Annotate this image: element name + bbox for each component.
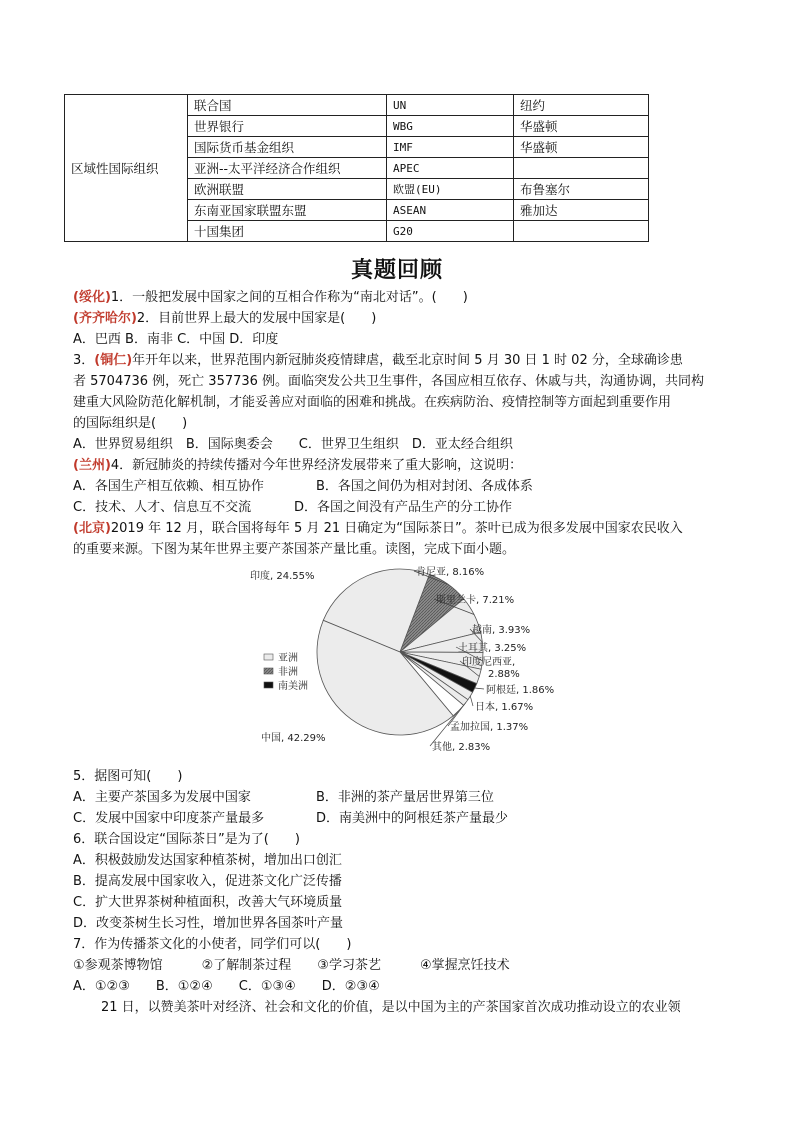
q5-option-c: C．发展中国家中印度茶产量最多 [73,811,265,826]
q2-text: 2．目前世界上最大的发展中国家是( ) [136,311,377,326]
slice-label-印度: 印度, 24.55% [250,571,315,582]
slice-label-肯尼亚: 肯尼亚, 8.16% [416,567,485,578]
tea-production-pie-chart [250,565,570,755]
beijing-source-tag: (北京) [73,521,111,536]
beijing-line2: 的重要来源。下图为某年世界主要产茶国茶产量比重。读图，完成下面小题。 [73,542,516,557]
legend-label-非洲: 非洲 [278,667,298,678]
slice-label-日本: 日本, 1.67% [475,702,534,713]
q3-source-tag: (铜仁) [94,353,133,368]
q6-option-d: D．改变茶树生长习性，增加世界各国茶叶产量 [73,916,344,931]
q3-line2: 者 5704736 例，死亡 357736 例。面临突发公共卫生事件，各国应相互依存、休戚与共，沟通协调，共同构 [73,374,705,389]
q4-option-c: C．技术、人才、信息互不交流 [73,500,252,515]
org-abbr-cell: ASEAN [387,200,514,221]
slice-label-土耳其: 土耳其, 3.25% [458,643,527,654]
q1-text: 1．一般把发展中国家之间的互相合作称为“南北对话”。( ) [110,290,468,305]
legend-label-亚洲: 亚洲 [278,653,298,664]
q2-source-tag: (齐齐哈尔) [73,311,137,326]
org-name-cell: 十国集团 [188,221,387,242]
q7-stem: 7．作为传播茶文化的小使者，同学们可以( ) [73,937,352,952]
slice-label-越南: 越南, 3.93% [472,625,531,636]
tail-paragraph: 21 日，以赞美茶叶对经济、社会和文化的价值，是以中国为主的产茶国家首次成功推动设立的农业领 [101,1000,681,1015]
question-4 [73,455,522,476]
org-name-cell: 世界银行 [188,116,387,137]
q4-text: 4．新冠肺炎的持续传播对今年世界经济发展带来了重大影响，这说明： [110,458,523,473]
legend-swatch-亚洲 [264,654,273,660]
q5-option-a: A．主要产茶国多为发展中国家 [73,790,251,805]
q4-option-d: D．各国之间没有产品生产的分工协作 [294,500,513,515]
beijing-line1: 2019 年 12 月，联合国将每年 5 月 21 日确定为“国际茶日”。茶叶已成为很多发展中国家农民收入 [110,521,683,536]
org-hq-cell: 雅加达 [514,200,649,221]
section-title: 真题回顾 [350,257,443,283]
leader-line [470,696,473,706]
q7-options: A．①②③ B．①②④ C．①③④ D．②③④ [73,979,380,994]
slice-label-中国: 中国, 42.29% [261,733,326,744]
question-2 [73,308,376,329]
q6-stem: 6．联合国设定“国际茶日”是为了( ) [73,832,300,847]
slice-label-其他: 其他, 2.83% [432,742,491,753]
q3-options: A．世界贸易组织 B．国际奥委会 C．世界卫生组织 D．亚太经合组织 [73,437,513,452]
q5-stem: 5．据图可知( ) [73,769,183,784]
q3-line3: 建重大风险防范化解机制，才能妥善应对面临的困难和挑战。在疾病防治、疫情控制等方面起到重要作用 [73,395,672,410]
slice-label-印度尼西亚: 印度尼西亚, [462,657,516,668]
org-hq-cell: 纽约 [514,95,649,116]
q5-option-b: B．非洲的茶产量居世界第三位 [316,790,494,805]
org-abbr-cell: G20 [387,221,514,242]
q6-option-a: A．积极鼓励发达国家种植茶树，增加出口创汇 [73,853,342,868]
org-abbr-cell: APEC [387,158,514,179]
q4-option-a: A．各国生产相互依赖、相互协作 [73,479,264,494]
org-hq-cell [514,221,649,242]
q3-number: 3． [73,353,95,368]
slice-label-斯里兰卡: 斯里兰卡, 7.21% [436,595,515,606]
q1-source-tag: (绥化) [73,290,111,305]
org-hq-cell [514,158,649,179]
org-abbr-cell: IMF [387,137,514,158]
q7-items: ①参观茶博物馆 ②了解制茶过程 ③学习茶艺 ④掌握烹饪技术 [73,958,510,973]
org-name-cell: 联合国 [188,95,387,116]
question-3 [73,350,683,371]
org-abbr-cell: 欧盟(EU) [387,179,514,200]
q6-option-b: B．提高发展中国家收入，促进茶文化广泛传播 [73,874,342,889]
legend-label-南美洲: 南美洲 [278,681,308,692]
slice-label-孟加拉国: 孟加拉国, 1.37% [450,722,529,733]
q2-options: A．巴西 B．南非 C．中国 D．印度 [73,332,279,347]
q4-source-tag: (兰州) [73,458,111,473]
org-name-cell: 国际货币基金组织 [188,137,387,158]
org-hq-cell: 华盛顿 [514,137,649,158]
org-abbr-cell: WBG [387,116,514,137]
q4-option-b: B．各国之间仍为相对封闭、各成体系 [316,479,533,494]
q3-line1: 年开年以来，世界范围内新冠肺炎疫情肆虐，截至北京时间 5 月 30 日 1 时 02 分，全球确诊患 [132,353,683,368]
slice-label-印度尼西亚-value: 2.88% [488,669,520,680]
org-table [64,94,649,242]
org-hq-cell: 华盛顿 [514,116,649,137]
q6-option-c: C．扩大世界茶树种植面积，改善大气环境质量 [73,895,343,910]
category-cell: 区域性国际组织 [65,95,188,242]
q3-line4: 的国际组织是( ) [73,416,188,431]
org-name-cell: 东南亚国家联盟东盟 [188,200,387,221]
table-row [65,95,649,116]
leader-line [475,688,484,689]
q5-option-d: D．南美洲中的阿根廷茶产量最少 [316,811,509,826]
org-name-cell: 欧洲联盟 [188,179,387,200]
legend-swatch-非洲 [264,668,273,674]
org-name-cell: 亚洲--太平洋经济合作组织 [188,158,387,179]
legend-swatch-南美洲 [264,682,273,688]
beijing-intro [73,518,683,539]
slice-label-阿根廷: 阿根廷, 1.86% [486,685,555,696]
org-abbr-cell: UN [387,95,514,116]
question-1 [73,287,468,308]
org-hq-cell: 布鲁塞尔 [514,179,649,200]
